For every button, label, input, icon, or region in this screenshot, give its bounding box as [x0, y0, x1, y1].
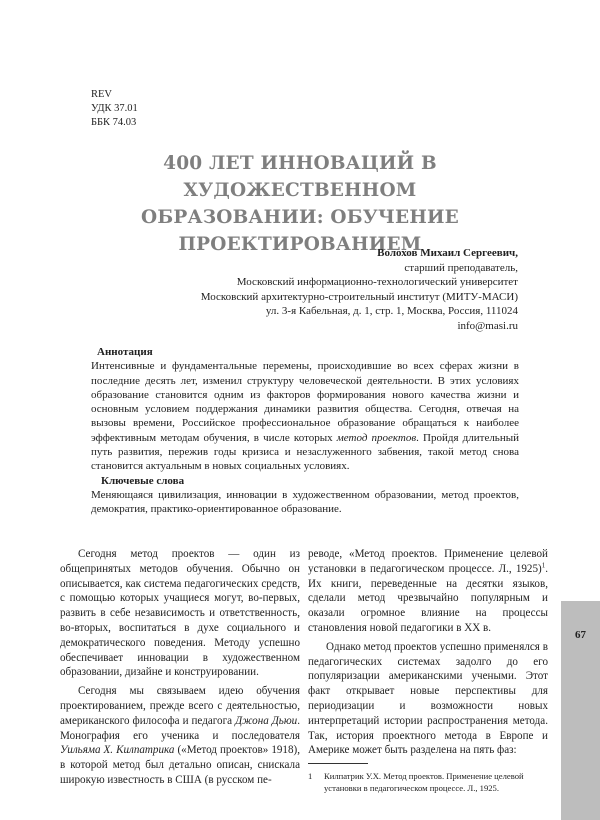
author-address: ул. 3-я Кабельная, д. 1, стр. 1, Москва, Россия, 111024 [265, 305, 518, 318]
body-text: . Монография его ученика и последователя [60, 714, 300, 742]
bbk-code: ББК 74.03 [91, 117, 137, 128]
footnote-text: Килпатрик У.Х. Метод проектов. Применение целевой установки в педагогическом процессе. Л., 1925. [324, 771, 524, 794]
abstract-text-italic: метод проектов [336, 431, 417, 444]
body-text: Сегодня мы связываем идею обучения проектированием, прежде всего с деятельностью, американского философа и педагога [60, 685, 300, 727]
author-affiliation-2: Московский архитектурно-строительный институт (МИТУ-МАСИ) [200, 290, 518, 303]
author-position: старший преподаватель, [404, 261, 518, 274]
footnote-divider [308, 763, 368, 764]
article-title [60, 150, 540, 258]
body-text: реводе, «Метод проектов. Применение целевой установки в педагогическом процессе. Л., 1925) [308, 548, 548, 575]
udk-code: УДК 37.01 [91, 103, 138, 114]
rev-label: REV [91, 89, 112, 100]
page-tab [561, 601, 600, 820]
footnote-number: 1 [308, 771, 313, 782]
footnote [308, 770, 548, 794]
page-number: 67 [575, 629, 586, 641]
abstract-heading: Аннотация [97, 346, 153, 358]
keywords-text: Меняющаяся цивилизация, инновации в художественном образовании, метод проектов, демократия, практико-ориентированное образование. [91, 488, 519, 516]
body-paragraph [60, 684, 300, 788]
body-paragraph [308, 547, 548, 636]
author-block [201, 246, 518, 334]
body-paragraph: Сегодня метод проектов — один из общепринятых методов обучения. Обычно он описывается, как система педагогических средств, с помощью которых учащиеся могут, во-первых, развить в себе независимость и ответственность, во-вторых, воспитаться в духе социального и демократического поведения. Методу успешно обеспечивает инновации в художественном образовании, дизайне и конструировании. [60, 548, 300, 679]
footnote-ref[interactable]: 1 [541, 561, 546, 570]
body-column-left [60, 547, 300, 788]
abstract-section [91, 345, 519, 517]
title-line-2: ОБРАЗОВАНИИ: ОБУЧЕНИЕ [141, 207, 459, 228]
author-name: Волохов Михаил Сергеевич, [377, 247, 518, 259]
body-paragraph: Однако метод проектов успешно применялся в педагогических системах задолго до его популяризации американскими учеными. Этот факт открывает новые перспективы для периодизации и возможности новых интерпретаций истории распространения метода. Так, история проектного метода в Европе и Америке может быть разделена на пять фаз: [308, 640, 548, 757]
author-email[interactable]: info@masi.ru [457, 319, 518, 332]
abstract-text [91, 359, 519, 473]
body-text: . Их книги, переведенные на десятки языков, сделали метод чрезвычайно популярным и оказали огромное влияние на процессы становления новой педагогики в XX в. [308, 562, 548, 634]
author-affiliation-1: Московский информационно-технологический университет [236, 276, 518, 289]
keywords-heading: Ключевые слова [101, 474, 185, 487]
title-line-1: 400 ЛЕТ ИННОВАЦИЙ В ХУДОЖЕСТВЕННОМ [163, 153, 437, 201]
dewey-name: Джона Дьюи [235, 714, 298, 727]
title-line-3: ПРОЕКТИРОВАНИЕМ [178, 234, 422, 255]
body-column-right [308, 547, 548, 794]
abstract-text-part-1: Интенсивные и фундаментальные перемены, происходившие во всех сферах жизни в последние десять лет, изменил структуру человеческой деятельности. В этих условиях образование становится одним из факторов формирования нового качества жизни и основным условием поддержания динамики развития общества. Сегодня, отвечая на вызовы времени, Российское профессиональное образование обращаться к наиболее эффективным методам обучения, в числе которых [91, 360, 519, 444]
classification-block [91, 88, 138, 130]
kilpatrick-name: Уильяма Х. Килпатрика [60, 744, 175, 757]
body-text: («Метод проектов» 1918), в которой метод был детально описан, снискала широкую известность в США (в русском пе- [60, 744, 300, 786]
abstract-text-part-2: . Пройдя длительный путь развития, пережив годы кризиса и незаслуженного забвения, такой метод снова становится актуальным в новых социальных условиях. [91, 431, 519, 473]
